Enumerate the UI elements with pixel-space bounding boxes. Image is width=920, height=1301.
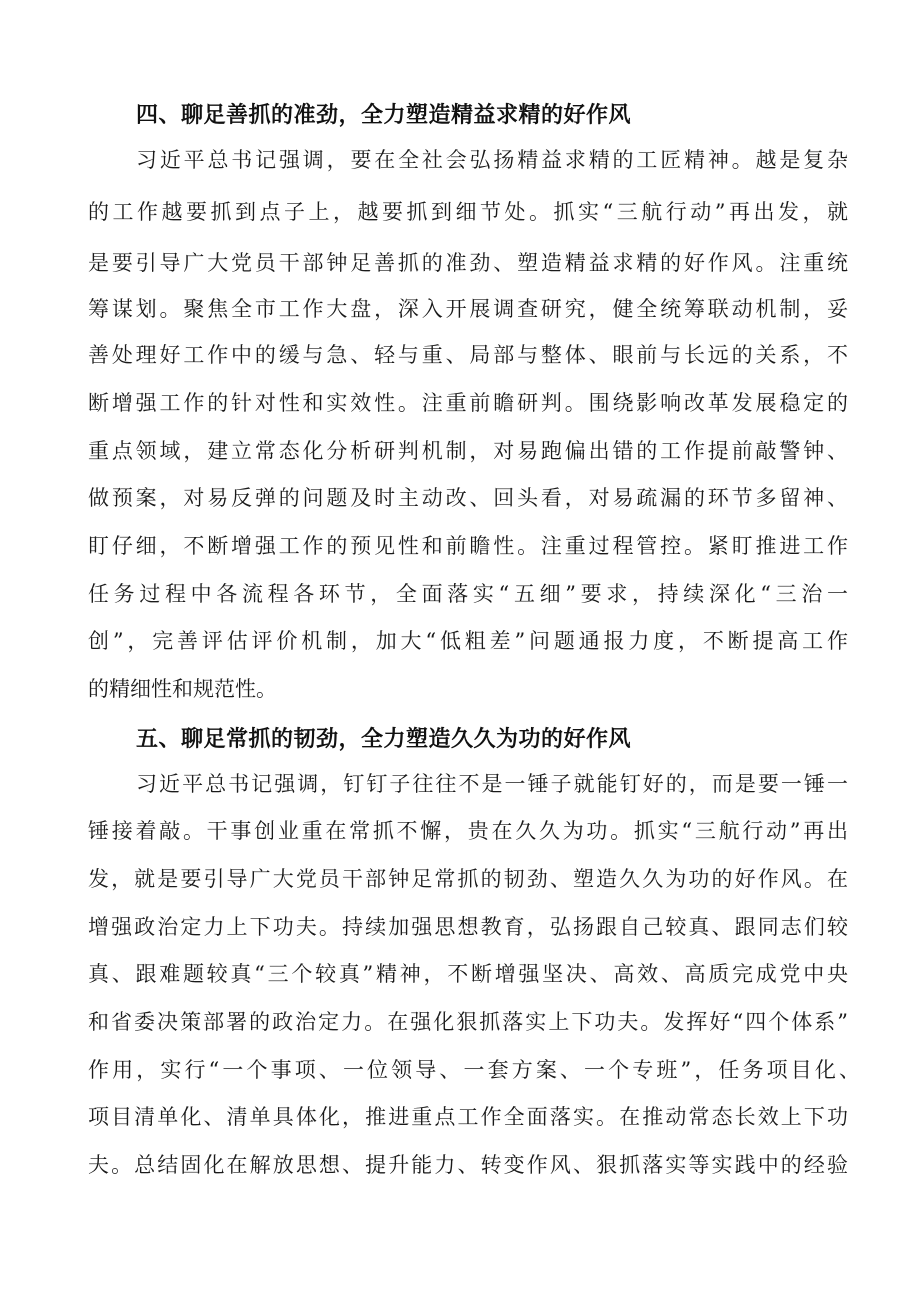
section-4-paragraph-line: 做预案，对易反弹的问题及时主动改、回头看，对易疏漏的环节多留神、 xyxy=(88,486,848,510)
section-5-paragraph-line: 发，就是要引导广大党员干部钟足常抓的韧劲、塑造久久为功的好作风。在 xyxy=(88,867,848,891)
section-4-paragraph-line: 的工作越要抓到点子上，越要抓到细节处。抓实“三航行动”再出发，就 xyxy=(88,200,848,224)
section-5-paragraph-line: 增强政治定力上下功夫。持续加强思想教育，弘扬跟自己较真、跟同志们较 xyxy=(88,915,848,939)
section-5-paragraph-line: 和省委决策部署的政治定力。在强化狠抓落实上下功夫。发挥好“四个体系” xyxy=(88,1010,848,1034)
section-4-paragraph-line: 断增强工作的针对性和实效性。注重前瞻研判。围绕影响改革发展稳定的 xyxy=(88,391,848,415)
section-4-paragraph-line: 盯仔细，不断增强工作的预见性和前瞻性。注重过程管控。紧盯推进工作 xyxy=(88,534,848,558)
section-4-paragraph-line: 任务过程中各流程各环节，全面落实“五细”要求，持续深化“三治一 xyxy=(88,582,848,606)
section-4-heading: 四、聊足善抓的准劲，全力塑造精益求精的好作风 xyxy=(136,103,632,128)
section-5-paragraph-line: 真、跟难题较真“三个较真”精神，不断增强坚决、高效、高质完成党中央 xyxy=(88,962,848,986)
section-4-paragraph-line: 创”，完善评估评价机制，加大“低粗差”问题通报力度，不断提高工作 xyxy=(88,629,848,653)
section-4-paragraph-line: 的精细性和规范性。 xyxy=(88,677,277,701)
section-5-paragraph-line: 作用，实行“一个事项、一位领导、一套方案、一个专班”，任务项目化、 xyxy=(88,1058,860,1082)
section-5-paragraph-line: 锤接着敲。干事创业重在常抓不懈，贵在久久为功。抓实“三航行动”再出 xyxy=(88,819,848,843)
section-5-paragraph-line: 习近平总书记强调，钉钉子往往不是一锤子就能钉好的，而是要一锤一 xyxy=(136,772,848,796)
section-5-paragraph-line: 夫。总结固化在解放思想、提升能力、转变作风、狠抓落实等实践中的经验 xyxy=(88,1153,848,1177)
section-5-paragraph-line: 项目清单化、清单具体化，推进重点工作全面落实。在推动常态长效上下功 xyxy=(88,1105,848,1129)
section-4-paragraph-line: 筹谋划。聚焦全市工作大盘，深入开展调查研究，健全统筹联动机制，妥 xyxy=(88,297,848,321)
section-4-paragraph-line: 重点领域，建立常态化分析研判机制，对易跑偏出错的工作提前敲警钟、 xyxy=(88,439,848,463)
section-4-paragraph-line: 习近平总书记强调，要在全社会弘扬精益求精的工匠精神。越是复杂 xyxy=(136,148,848,172)
section-4-paragraph-line: 善处理好工作中的缓与急、轻与重、局部与整体、眼前与长远的关系，不 xyxy=(88,343,848,367)
section-5-heading: 五、聊足常抓的韧劲，全力塑造久久为功的好作风 xyxy=(136,727,632,752)
section-4-paragraph-line: 是要引导广大党员干部钟足善抓的准劲、塑造精益求精的好作风。注重统 xyxy=(88,251,848,275)
